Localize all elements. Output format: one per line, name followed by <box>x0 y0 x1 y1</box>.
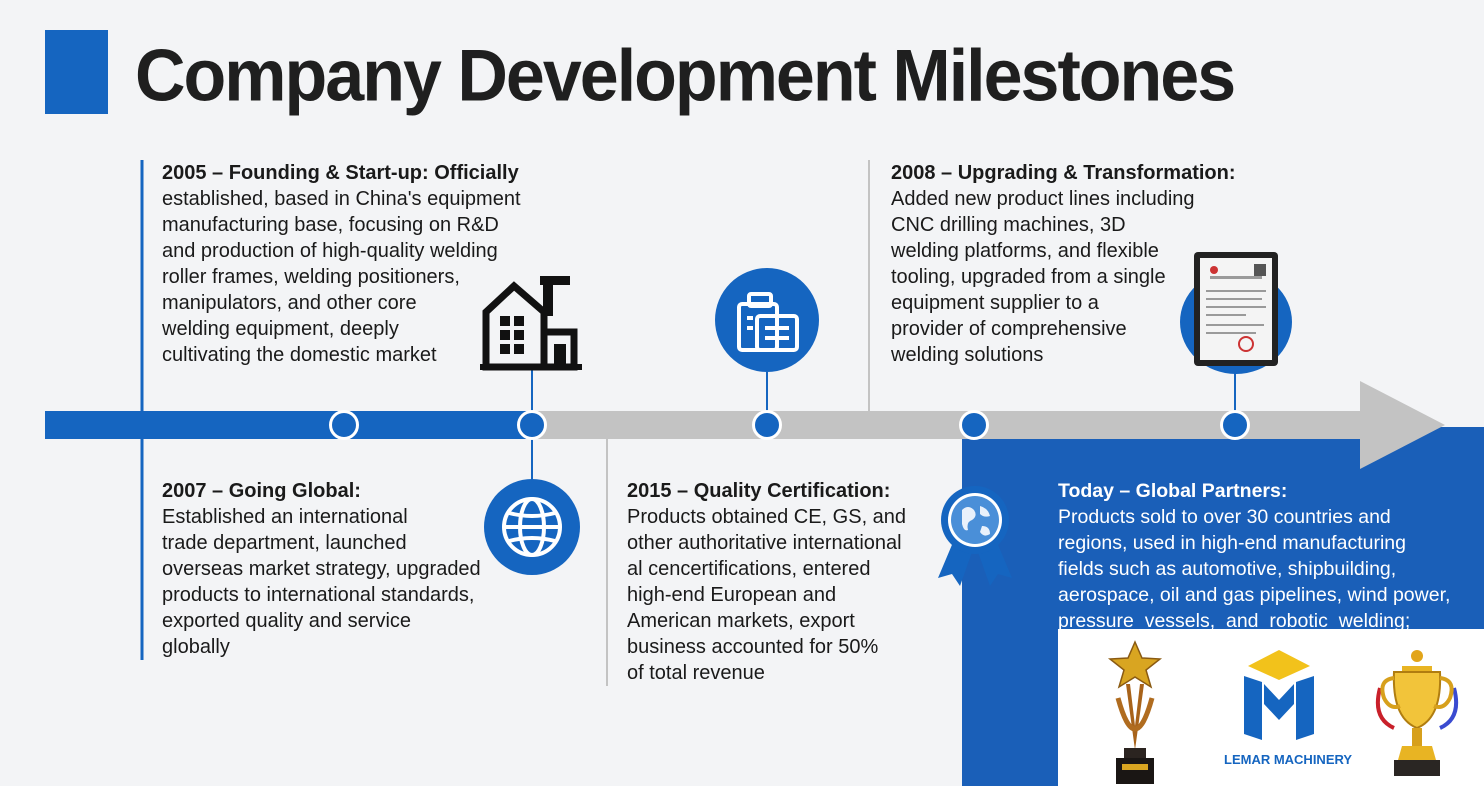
milestone-2005 <box>162 160 562 368</box>
milestone-today <box>1058 478 1482 634</box>
timeline-node-5 <box>1220 410 1250 440</box>
milestone-today-line: pressure vessels, and robotic welding; <box>1058 610 1411 632</box>
milestone-2005-line: cultivating the domestic market <box>162 344 437 366</box>
milestone-2015-line: American markets, export <box>627 610 855 632</box>
milestone-2005-line: welding equipment, deeply <box>162 318 399 340</box>
milestone-2008-heading: 2008 – Upgrading & Transformation: <box>891 162 1236 184</box>
milestone-today-heading: Today – Global Partners: <box>1058 480 1288 502</box>
timeline-bar-blue <box>45 411 535 439</box>
milestone-2007-line: Established an international <box>162 506 408 528</box>
milestone-2005-heading: 2005 – Founding & Start-up: Officially <box>162 162 519 184</box>
milestone-2007-line: products to international standards, <box>162 584 475 606</box>
milestone-2008-line: tooling, upgraded from a single <box>891 266 1166 288</box>
milestone-2015-line: of total revenue <box>627 662 765 684</box>
milestone-2015 <box>627 478 937 686</box>
milestone-2008-line: provider of comprehensive <box>891 318 1127 340</box>
milestone-2007-line: exported quality and service <box>162 610 412 632</box>
milestone-2007-line: overseas market strategy, upgraded <box>162 558 481 580</box>
timeline-node-2 <box>517 410 547 440</box>
timeline-node-4 <box>959 410 989 440</box>
milestone-2008 <box>891 160 1271 368</box>
milestone-2015-line: business accounted for 50% <box>627 636 879 658</box>
milestone-2015-line: high-end European and <box>627 584 837 606</box>
milestone-2015-heading: 2015 – Quality Certification: <box>627 480 891 502</box>
milestone-2008-line: Added new product lines including <box>891 188 1195 210</box>
milestone-2008-line: welding solutions <box>891 344 1044 366</box>
milestone-2008-line: welding platforms, and flexible <box>891 240 1159 262</box>
milestone-2008-line: CNC drilling machines, 3D <box>891 214 1126 236</box>
milestone-2007-line: globally <box>162 636 230 658</box>
gold-cup-trophy-icon <box>1372 648 1462 782</box>
milestone-today-line: regions, used in high-end manufacturing <box>1058 532 1406 554</box>
globe-award-ribbon-icon <box>934 482 1016 590</box>
milestone-today-line: fields such as automotive, shipbuilding, <box>1058 558 1397 580</box>
milestone-today-line: aerospace, oil and gas pipelines, wind power, <box>1058 584 1451 606</box>
milestone-2005-line: established, based in China's equipment <box>162 188 521 210</box>
milestone-2008-line: equipment supplier to a <box>891 292 1099 314</box>
timeline-arrow-head <box>1360 381 1445 469</box>
page-title: Company Development Milestones <box>135 34 1235 117</box>
clipboard-icon <box>715 268 819 372</box>
milestone-2015-line: al cencertifications, entered <box>627 558 871 580</box>
milestone-2015-line: other authoritative international <box>627 532 902 554</box>
company-logo-text: LEMAR MACHINERY <box>1224 752 1353 767</box>
milestone-2005-line: and production of high-quality welding <box>162 240 498 262</box>
timeline-node-1 <box>329 410 359 440</box>
milestone-2005-line: roller frames, welding positioners, <box>162 266 460 288</box>
milestone-2005-line: manufacturing base, focusing on R&D <box>162 214 499 236</box>
milestone-2007-line: trade department, launched <box>162 532 407 554</box>
milestone-today-line: Products sold to over 30 countries and <box>1058 506 1391 528</box>
lemar-logo-icon <box>1242 648 1316 744</box>
milestone-2007-heading: 2007 – Going Global: <box>162 480 361 502</box>
milestone-2015-line: Products obtained CE, GS, and <box>627 506 907 528</box>
star-trophy-icon <box>1104 640 1166 786</box>
milestone-2007 <box>162 478 512 660</box>
milestone-2005-line: manipulators, and other core <box>162 292 417 314</box>
timeline-node-3 <box>752 410 782 440</box>
